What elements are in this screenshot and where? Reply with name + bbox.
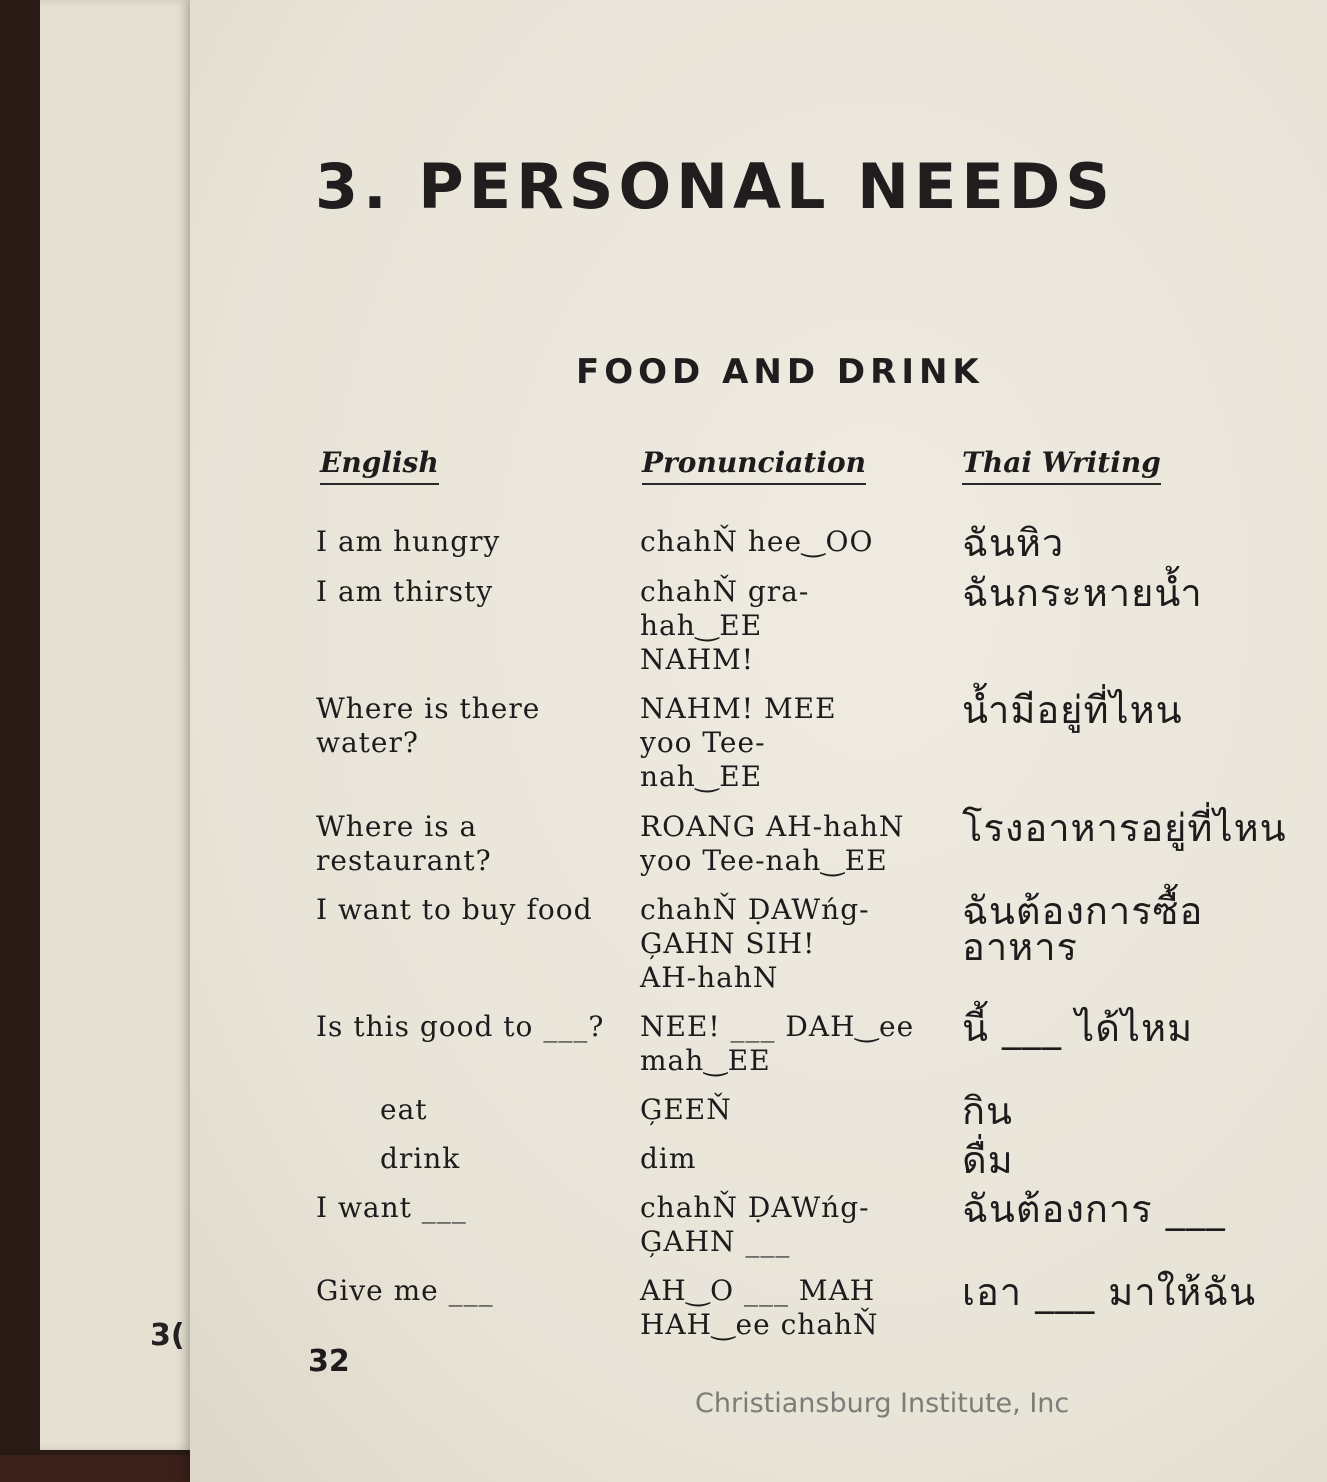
english-phrase: I am thirsty: [316, 575, 494, 608]
previous-page-number: 3(: [150, 1318, 185, 1353]
book-page: [190, 0, 1327, 1482]
pronunciation: chahŇ ḌAWńg- ĢAHN ___: [640, 1191, 870, 1258]
pronunciation: chahŇ ḌAWńg- ĢAHN SIH! AH-hahN: [640, 893, 870, 994]
thai-writing: ฉันกระหายน้ำ: [962, 571, 1203, 615]
pronunciation: ĢEEŇ: [640, 1093, 732, 1126]
section-title: FOOD AND DRINK: [576, 352, 984, 392]
watermark: Christiansburg Institute, Inc: [695, 1388, 1070, 1419]
thai-writing: ฉันต้องการซื้อ อาหาร: [962, 889, 1204, 969]
thai-writing: ดื่ม: [962, 1138, 1014, 1182]
thai-writing: น้ำมีอยู่ที่ไหน: [962, 688, 1183, 732]
book-edge: [0, 1455, 200, 1482]
previous-page: [40, 0, 202, 1450]
pronunciation: AH‿O ___ MAH HAH‿ee chahŇ: [640, 1274, 879, 1341]
english-phrase: Give me ___: [316, 1274, 494, 1307]
pronunciation: chahŇ hee‿OO: [640, 525, 874, 558]
pronunciation: NAHM! MEE yoo Tee- nah‿EE: [640, 692, 837, 793]
thai-writing: ฉันหิว: [962, 521, 1065, 565]
pronunciation: chahŇ gra- hah‿EE NAHM!: [640, 575, 810, 676]
english-phrase: I want ___: [316, 1191, 467, 1224]
pronunciation: ROANG AH-hahN yoo Tee-nah‿EE: [640, 810, 905, 877]
thai-writing: ฉันต้องการ ___: [962, 1187, 1226, 1231]
english-phrase: Where is there water?: [316, 692, 541, 759]
english-phrase: I am hungry: [316, 525, 501, 558]
english-phrase: Where is a restaurant?: [316, 810, 492, 877]
english-phrase: Is this good to ___?: [316, 1010, 605, 1043]
pronunciation: NEE! ___ DAH‿ee mah‿EE: [640, 1010, 915, 1077]
thai-writing: นี้ ___ ได้ไหม: [962, 1006, 1194, 1050]
column-header-english: English: [320, 446, 439, 485]
column-header-thai: Thai Writing: [962, 446, 1161, 485]
thai-writing: กิน: [962, 1089, 1013, 1133]
chapter-title: 3. PERSONAL NEEDS: [315, 150, 1115, 223]
english-phrase: eat: [380, 1093, 428, 1126]
english-phrase: I want to buy food: [316, 893, 593, 926]
pronunciation: dim: [640, 1142, 697, 1175]
page-number: 32: [308, 1344, 350, 1379]
english-phrase: drink: [380, 1142, 461, 1175]
thai-writing: โรงอาหารอยู่ที่ไหน: [962, 806, 1287, 850]
column-header-pronunciation: Pronunciation: [642, 446, 866, 485]
thai-writing: เอา ___ มาให้ฉัน: [962, 1270, 1257, 1314]
